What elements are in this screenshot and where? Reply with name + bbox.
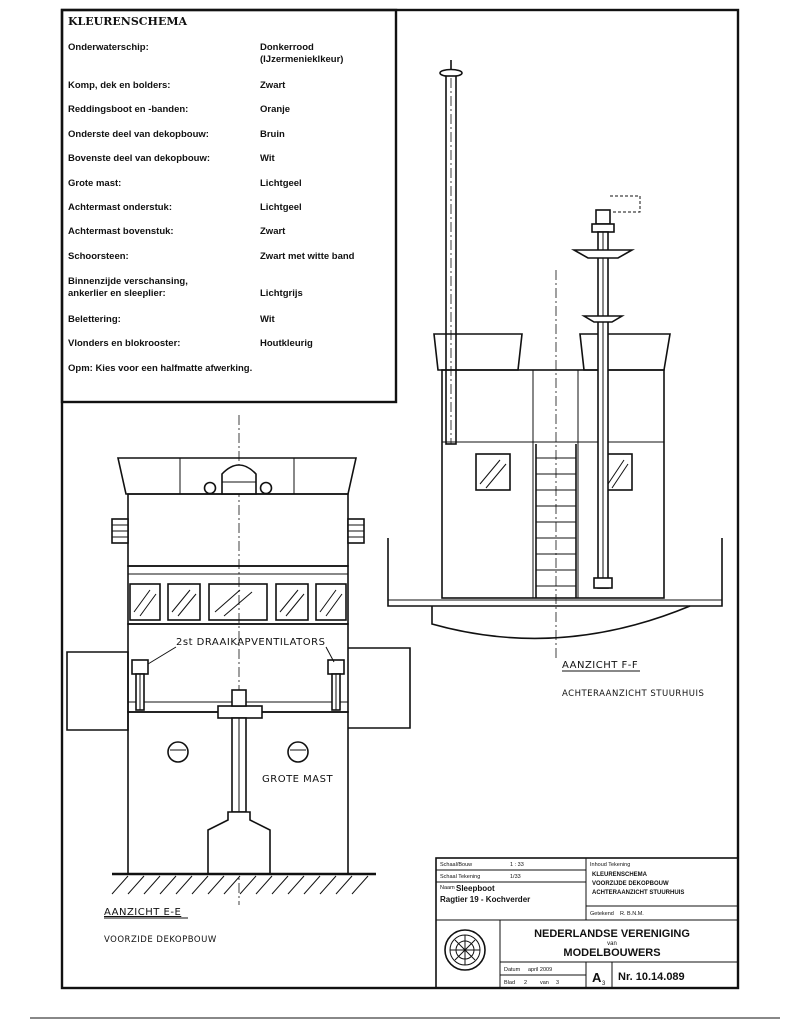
- color-row-value: Donkerrood: [260, 42, 314, 53]
- color-row-value: Zwart: [260, 80, 286, 91]
- color-row: [68, 80, 286, 91]
- tall-mast: [440, 60, 462, 444]
- leader-line: [148, 647, 176, 664]
- left-wing: [67, 652, 128, 730]
- tb-schaal-label: Schaal/Bouw: [440, 862, 473, 868]
- tb-tekening-label: Schaal Tekening: [440, 874, 481, 880]
- color-row-value: Wit: [260, 314, 275, 325]
- porthole-icon: [168, 742, 188, 762]
- color-row-label: Bovenste deel van dekopbouw:: [68, 153, 210, 164]
- tb-org-line2: MODELBOUWERS: [563, 947, 661, 959]
- main-mast: [208, 690, 270, 874]
- color-row-label: Binnenzijde verschansing,: [68, 276, 188, 287]
- tb-blad-label: Blad: [504, 980, 516, 986]
- color-row-label: Vlonders en blokrooster:: [68, 338, 181, 349]
- color-row-value: Wit: [260, 153, 275, 164]
- porthole-icon: [288, 742, 308, 762]
- tb-tekening-value: 1/33: [510, 874, 521, 880]
- color-scheme-title: KLEURENSCHEMA: [68, 15, 188, 28]
- color-row: [68, 202, 302, 213]
- tb-org-mid: van: [607, 941, 617, 947]
- tb-inhoud-1: KLEURENSCHEMA: [592, 872, 648, 878]
- tb-van-label: van: [540, 980, 549, 986]
- color-row: [68, 251, 355, 262]
- front-view-title: AANZICHT E-E: [104, 907, 182, 918]
- color-row-label-2: ankerlier en sleeplier:: [68, 288, 166, 299]
- tb-naam-label: Naam: [440, 885, 455, 891]
- tb-getekend-value: R. B.N.M.: [620, 911, 644, 917]
- wheelhouse-window-band: [128, 566, 348, 624]
- tb-blad-value: 2: [524, 980, 528, 986]
- tb-number: Nr. 10.14.089: [618, 971, 685, 983]
- color-row-label: Achtermast bovenstuk:: [68, 226, 174, 237]
- color-scheme-table: [62, 10, 396, 402]
- tb-datum-value: april 2009: [528, 967, 553, 973]
- color-row-label: Komp, dek en bolders:: [68, 80, 171, 91]
- color-row: [68, 314, 276, 325]
- color-row-value: Bruin: [260, 129, 285, 140]
- searchlight-icon: [222, 465, 256, 494]
- tb-org-line1: NEDERLANDSE VERENIGING: [534, 928, 690, 940]
- color-row: [68, 178, 302, 189]
- roof-light-icon: [205, 483, 216, 494]
- tb-naam-value: Sleepboot: [456, 884, 495, 893]
- main-mast-label: GROTE MAST: [262, 774, 334, 785]
- color-row-label: Grote mast:: [68, 178, 122, 189]
- rear-view-drawing: [388, 60, 722, 699]
- tb-format-sub: 3: [602, 981, 606, 987]
- front-view-caption: VOORZIDE DEKOPBOUW: [104, 935, 217, 945]
- color-row-value: Zwart: [260, 226, 286, 237]
- color-row: [68, 104, 290, 115]
- tb-datum-label: Datum: [504, 967, 521, 973]
- ventilators-label: 2st DRAAIKAPVENTILATORS: [176, 637, 326, 648]
- color-row-value: Lichtgeel: [260, 178, 302, 189]
- color-row-label: Reddingsboot en -banden:: [68, 104, 189, 115]
- nvm-logo: [445, 930, 485, 970]
- aft-mast: [574, 196, 640, 588]
- color-row: [68, 276, 303, 299]
- color-row-label: Achtermast onderstuk:: [68, 202, 172, 213]
- tb-getekend-label: Getekend: [590, 911, 614, 917]
- roof-light-icon: [261, 483, 272, 494]
- color-row-value: Houtkleurig: [260, 338, 313, 349]
- deck-hatching: [112, 876, 368, 894]
- color-row-value: Oranje: [260, 104, 291, 115]
- right-wing: [348, 648, 410, 728]
- rear-view-title: AANZICHT F-F: [562, 660, 639, 671]
- rear-ladder: [536, 444, 576, 598]
- color-row-value: Zwart met witte band: [260, 251, 355, 262]
- tb-inhoud-2: VOORZIJDE DEKOPBOUW: [592, 881, 669, 887]
- tb-van-value: 3: [556, 980, 560, 986]
- color-row: [68, 338, 313, 349]
- color-scheme-note: Opm: Kies voor een halfmatte afwerking.: [68, 363, 253, 374]
- front-view-drawing: [67, 415, 410, 945]
- rear-roof-right: [580, 334, 670, 370]
- wheelhouse-upper: [128, 494, 348, 566]
- color-row: [68, 42, 343, 65]
- tb-format: A: [592, 970, 602, 985]
- color-row: [68, 226, 286, 237]
- color-row-value-2: (IJzermenieklkeur): [260, 54, 344, 65]
- color-row-label: Belettering:: [68, 314, 121, 325]
- title-block: [436, 858, 738, 988]
- rear-window: [476, 454, 510, 490]
- tb-ship-line: Ragtier 19 - Kochverder: [440, 895, 531, 904]
- tb-inhoud-3: ACHTERAANZICHT STUURHUIS: [592, 890, 685, 896]
- tb-schaal-value: 1 : 33: [510, 862, 524, 868]
- color-row-value: Lichtgrijs: [260, 288, 303, 299]
- color-row-label: Onderwaterschip:: [68, 42, 149, 53]
- rear-view-caption: ACHTERAANZICHT STUURHUIS: [562, 689, 705, 699]
- color-row: [68, 129, 285, 140]
- color-row-value: Lichtgeel: [260, 202, 302, 213]
- rear-bulwark: [388, 538, 722, 606]
- color-row-label: Onderste deel van dekopbouw:: [68, 129, 209, 140]
- rear-hull-curve: [432, 606, 690, 638]
- front-windows: [130, 584, 346, 620]
- color-row: [68, 153, 276, 164]
- tb-inhoud-label: Inhoud Tekening: [590, 862, 631, 868]
- color-row-label: Schoorsteen:: [68, 251, 129, 262]
